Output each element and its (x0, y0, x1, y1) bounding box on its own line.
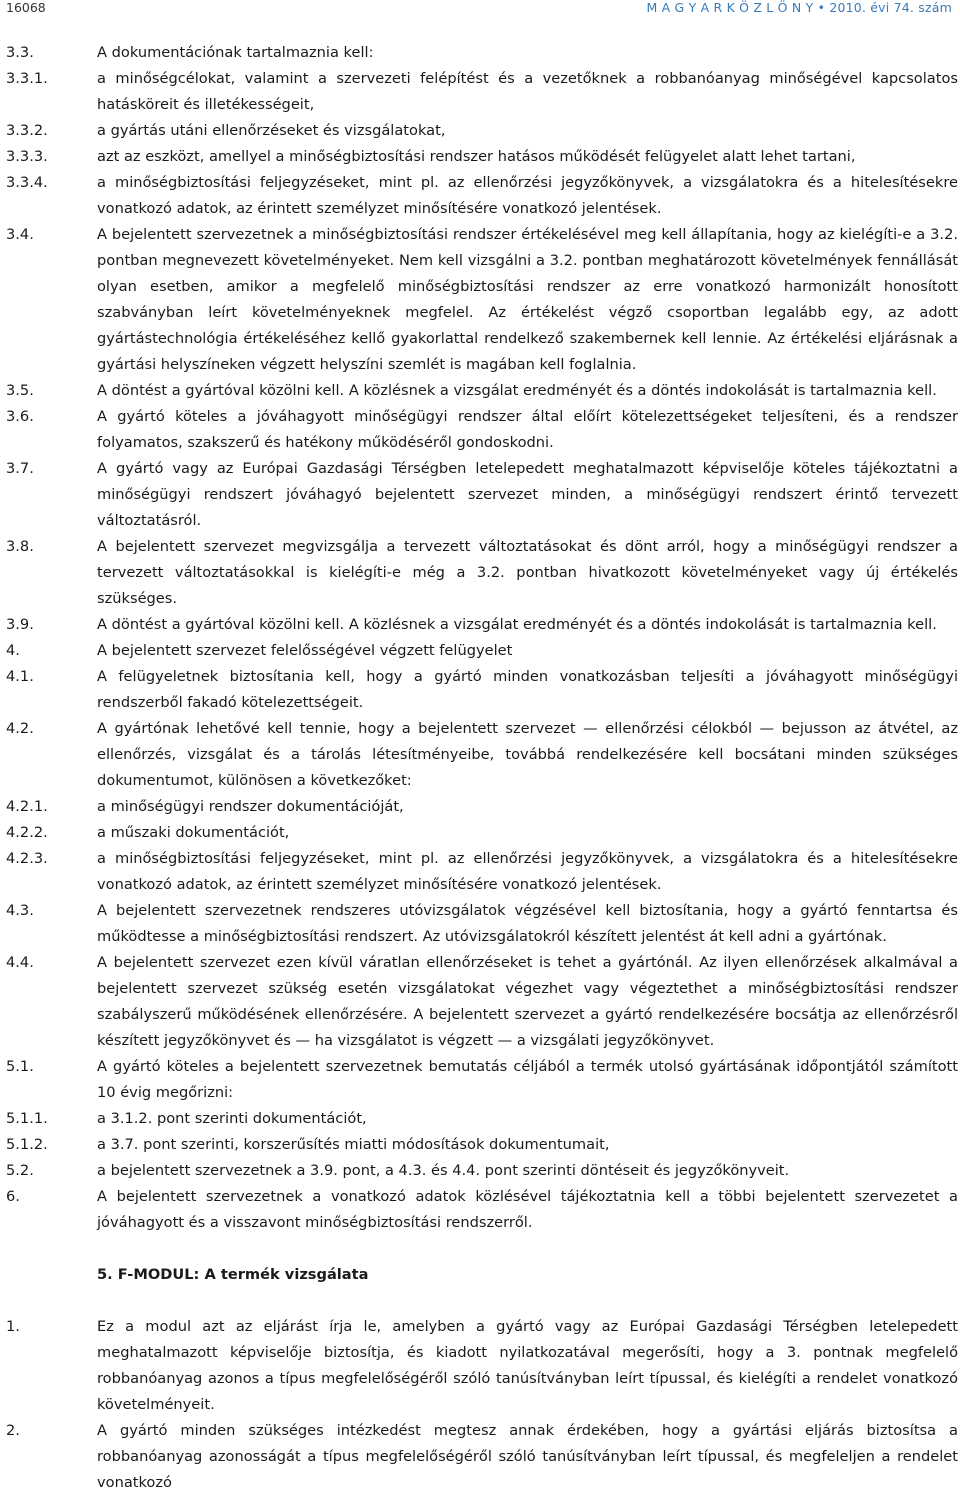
numbered-paragraph (6, 846, 958, 898)
paragraph-text: A bejelentett szervezetnek a minőségbiztosítási rendszer értékelésével meg kell állapítania, hogy az kielégíti-e a 3.2. pontban megnevezett követelményeket. Nem kell vizsgálni a 3.2. pontban meghatározott követelmények fennállását olyan esetben, amikor a megfelelő minőségbiztosítási rendszer az erre vonatkozó harmonizált honosított szabványban leírt követelményeknek megfelel. Az értékelést végző csoportban legalább egy, az adott gyártástechnológia értékeléséhez kellő gyakorlattal rendelkező szakembernek kell lennie. Az értékelési eljárásnak a gyártási helyszíneken végzett helyszíni szemlét is magában kell foglalnia. (97, 226, 958, 373)
paragraph-number: 3.5. (6, 382, 34, 399)
numbered-paragraph (6, 378, 958, 404)
numbered-paragraph (6, 820, 958, 846)
numbered-paragraph (6, 950, 958, 1054)
numbered-paragraph (6, 1158, 958, 1184)
numbered-paragraph (6, 1314, 958, 1418)
paragraph-number: 4.2.3. (6, 850, 48, 867)
paragraph-text: a 3.1.2. pont szerinti dokumentációt, (97, 1110, 367, 1127)
paragraph-text: a minőségbiztosítási feljegyzéseket, mint pl. az ellenőrzési jegyzőkönyvek, a vizsgálatokra és a hitelesítésekre vonatkozó adatok, az érintett személyzet minősítésére vonatkozó jelentések. (97, 850, 958, 893)
numbered-paragraph (6, 638, 958, 664)
paragraph-text: a minőségügyi rendszer dokumentációját, (97, 798, 404, 815)
paragraph-number: 4.2.2. (6, 824, 48, 841)
paragraph-text: A bejelentett szervezetnek rendszeres utóvizsgálatok végzésével kell biztosítania, hogy a gyártó fenntartsa és működtesse a minőségbiztosítási rendszert. Az utóvizsgálatokról készített jelentést át kell adni a gyártónak. (97, 902, 958, 945)
document-body (6, 40, 958, 1496)
paragraph-text: A gyártó köteles a bejelentett szervezetnek bemutatás céljából a termék utolsó gyártásának időpontjától számított 10 évig megőrizni: (97, 1058, 958, 1101)
paragraph-number: 4.1. (6, 668, 34, 685)
paragraph-number: 1. (6, 1318, 20, 1335)
paragraph-text: a gyártás utáni ellenőrzéseket és vizsgálatokat, (97, 122, 446, 139)
numbered-paragraph (6, 170, 958, 222)
paragraph-number: 3.3.3. (6, 148, 48, 165)
paragraph-text: azt az eszközt, amellyel a minőségbiztosítási rendszer hatásos működését felügyelet alatt lehet tartani, (97, 148, 856, 165)
numbered-paragraph (6, 40, 958, 66)
paragraph-text: A gyártó minden szükséges intézkedést megtesz annak érdekében, hogy a gyártási eljárás biztosítsa a robbanóanyag azonosságát a típus megfelelőségéről szóló tanúsítványban leírt típussal, és megfeleljen a rendelet vonatkozó (97, 1422, 958, 1491)
numbered-paragraph (6, 404, 958, 456)
module-heading: 5. F-MODUL: A termék vizsgálata (97, 1266, 369, 1283)
paragraph-number: 3.3.4. (6, 174, 48, 191)
section-items (6, 40, 958, 1236)
paragraph-text: A gyártónak lehetővé kell tennie, hogy a bejelentett szervezet — ellenőrzési célokból — bejusson az átvétel, az ellenőrzés, vizsgálat és a tárolás létesítményeibe, továbbá rendelkezésére kell bocsátani minden szükséges dokumentumot, különösen a következőket: (97, 720, 958, 789)
paragraph-number: 4.2.1. (6, 798, 48, 815)
page-number: 16068 (6, 0, 46, 15)
numbered-paragraph (6, 144, 958, 170)
paragraph-text: a műszaki dokumentációt, (97, 824, 290, 841)
paragraph-number: 3.3.1. (6, 70, 48, 87)
paragraph-number: 4.2. (6, 720, 34, 737)
paragraph-number: 6. (6, 1188, 20, 1205)
paragraph-text: A bejelentett szervezetnek a vonatkozó adatok közlésével tájékoztatnia kell a többi bejelentett szervezetet a jóváhagyott és a visszavont minőségbiztosítási rendszerről. (97, 1188, 958, 1231)
paragraph-text: A felügyeletnek biztosítania kell, hogy a gyártó minden vonatkozásban teljesíti a jóváhagyott minőségügyi rendszerből fakadó kötelezettségeit. (97, 668, 958, 711)
numbered-paragraph (6, 794, 958, 820)
paragraph-number: 3.9. (6, 616, 34, 633)
paragraph-text: A bejelentett szervezet felelősségével végzett felügyelet (97, 642, 513, 659)
paragraph-number: 3.7. (6, 460, 34, 477)
paragraph-text: A gyártó vagy az Európai Gazdasági Térségben letelepedett meghatalmazott képviselője köteles tájékoztatni a minőségügyi rendszert jóváhagyó bejelentett szervezet minden, a minőségügyi rendszert érintő tervezett változtatásról. (97, 460, 958, 529)
paragraph-number: 5.1.2. (6, 1136, 48, 1153)
paragraph-number: 3.3.2. (6, 122, 48, 139)
numbered-paragraph (6, 1132, 958, 1158)
paragraph-text: A dokumentációnak tartalmaznia kell: (97, 44, 374, 61)
numbered-paragraph (6, 222, 958, 378)
numbered-paragraph (6, 1106, 958, 1132)
paragraph-number: 3.4. (6, 226, 34, 243)
paragraph-number: 3.8. (6, 538, 34, 555)
paragraph-number: 3.6. (6, 408, 34, 425)
numbered-paragraph (6, 664, 958, 716)
numbered-paragraph (6, 66, 958, 118)
paragraph-text: Ez a modul azt az eljárást írja le, amelyben a gyártó vagy az Európai Gazdasági Térségben letelepedett meghatalmazott képviselője biztosítja, és kiadott nyilatkozatával megerősíti, hogy a 3. pontnak megfelelő robbanóanyag azonos a típus megfelelőségéről szóló tanúsítványban leírt típussal, és kielégíti a rendelet vonatkozó követelményeit. (97, 1318, 958, 1413)
numbered-paragraph (6, 1184, 958, 1236)
paragraph-number: 4.3. (6, 902, 34, 919)
paragraph-number: 5.1. (6, 1058, 34, 1075)
journal-title: M A G Y A R K Ö Z L Ö N Y • 2010. évi 74. szám (646, 0, 952, 15)
numbered-paragraph (6, 898, 958, 950)
paragraph-number: 2. (6, 1422, 20, 1439)
paragraph-number: 5.2. (6, 1162, 34, 1179)
numbered-paragraph (6, 118, 958, 144)
paragraph-text: a minőségcélokat, valamint a szervezeti felépítést és a vezetőknek a robbanóanyag minőségével kapcsolatos hatásköreit és illetékességeit, (97, 70, 958, 113)
numbered-paragraph (6, 456, 958, 534)
numbered-paragraph (6, 1418, 958, 1496)
paragraph-number: 4.4. (6, 954, 34, 971)
paragraph-number: 5.1.1. (6, 1110, 48, 1127)
paragraph-text: A bejelentett szervezet ezen kívül váratlan ellenőrzéseket is tehet a gyártónál. Az ilyen ellenőrzések alkalmával a bejelentett szervezet szükség esetén vizsgálatokat végezhet vagy végeztethet a minőségbiztosítási rendszer szabályszerű működésének ellenőrzésére. A bejelentett szervezet a gyártó rendelkezésére bocsátja az ellenőrzésről készített jegyzőkönyvet és — ha vizsgálatot is végzett — a vizsgálati jegyzőkönyvet. (97, 954, 958, 1049)
numbered-paragraph (6, 534, 958, 612)
paragraph-text: a 3.7. pont szerinti, korszerűsítés miatti módosítások dokumentumait, (97, 1136, 610, 1153)
numbered-paragraph (6, 1054, 958, 1106)
paragraph-text: A gyártó köteles a jóváhagyott minőségügyi rendszer által előírt kötelezettségeket teljesíteni, és a rendszer folyamatos, szakszerű és hatékony működéséről gondoskodni. (97, 408, 958, 451)
paragraph-number: 4. (6, 642, 20, 659)
paragraph-text: A döntést a gyártóval közölni kell. A közlésnek a vizsgálat eredményét és a döntés indokolását is tartalmaznia kell. (97, 382, 937, 399)
paragraph-text: a bejelentett szervezetnek a 3.9. pont, a 4.3. és 4.4. pont szerinti döntéseit és jegyzőkönyveit. (97, 1162, 790, 1179)
numbered-paragraph (6, 612, 958, 638)
paragraph-text: A döntést a gyártóval közölni kell. A közlésnek a vizsgálat eredményét és a döntés indokolását is tartalmaznia kell. (97, 616, 937, 633)
paragraph-text: A bejelentett szervezet megvizsgálja a tervezett változtatásokat és dönt arról, hogy a minőségügyi rendszer a tervezett változtatásokkal is kielégíti-e még a 3.2. pontban hivatkozott követelményeket vagy új értékelés szükséges. (97, 538, 958, 607)
numbered-paragraph (6, 716, 958, 794)
module-items (6, 1314, 958, 1496)
paragraph-number: 3.3. (6, 44, 34, 61)
page-header (6, 0, 952, 18)
paragraph-text: a minőségbiztosítási feljegyzéseket, mint pl. az ellenőrzési jegyzőkönyvek, a vizsgálatokra és a hitelesítésekre vonatkozó adatok, az érintett személyzet minősítésére vonatkozó jelentések. (97, 174, 958, 217)
